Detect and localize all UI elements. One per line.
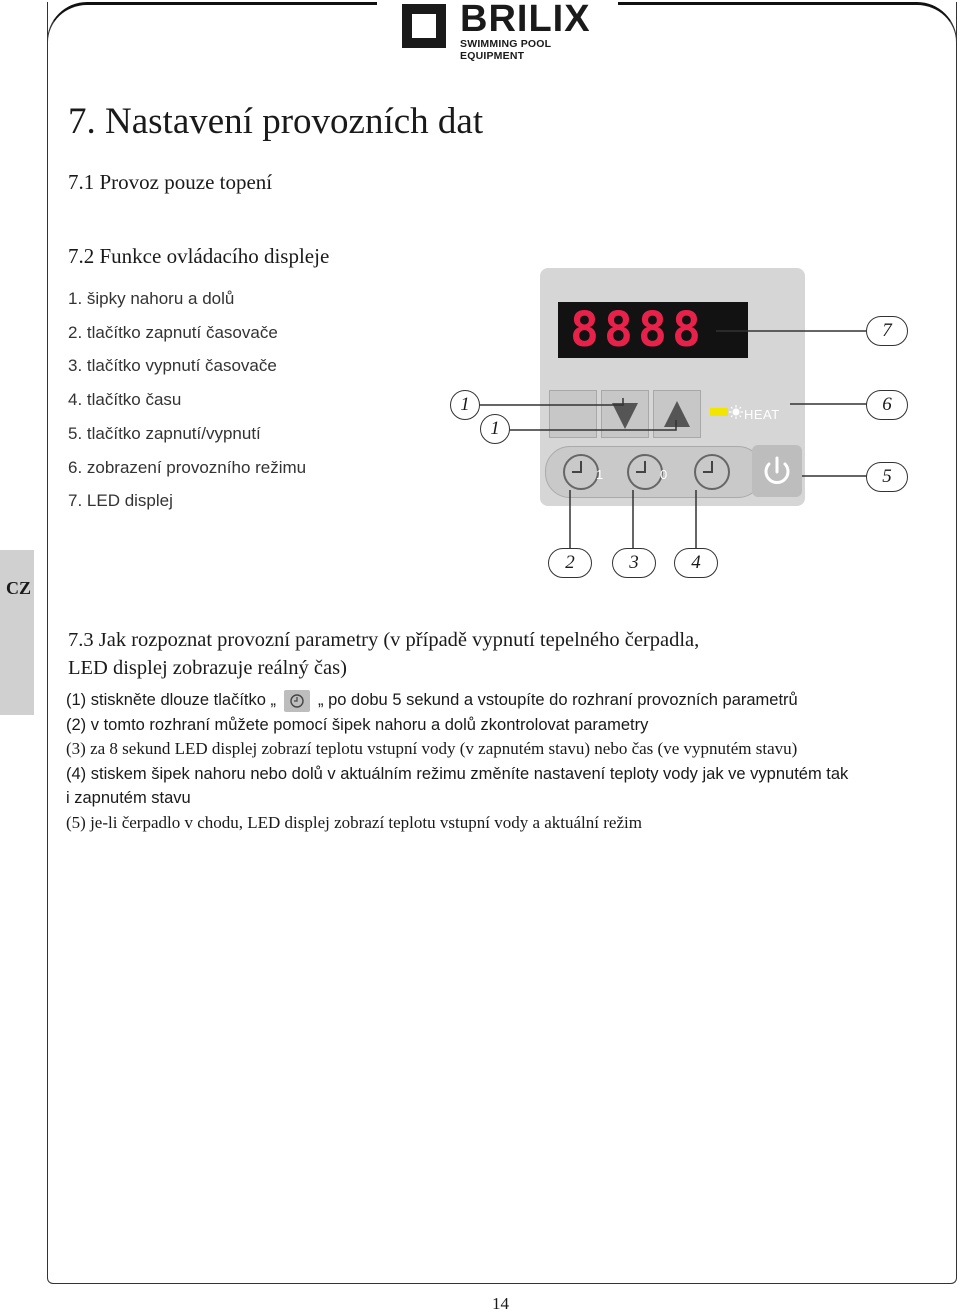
callout-3: 3: [612, 548, 656, 578]
list-item: 2. tlačítko zapnutí časovače: [68, 322, 278, 342]
page-number: 14: [492, 1294, 509, 1313]
list-item: 1. šipky nahoru a dolů: [68, 289, 235, 308]
paragraph-4b: i zapnutém stavu: [66, 789, 191, 808]
paragraph-3: (3) za 8 sekund LED displej zobrazí teplotu vstupní vody (v zapnutém stavu) nebo čas (ve vypnutém stavu): [66, 739, 798, 759]
callout-1-a: 1: [450, 390, 480, 420]
list-item: 4. tlačítko času: [68, 390, 182, 410]
list-item: 7. LED displej: [68, 491, 173, 511]
paragraph-1-before: (1) stiskněte dlouze tlačítko „: [66, 691, 277, 709]
paragraph-1: [66, 688, 946, 713]
section-title: 7. Nastavení provozních dat: [68, 101, 484, 142]
callout-5: 5: [866, 462, 908, 492]
clock-button-icon: [284, 690, 310, 712]
subsection-7-1-title: 7.1 Provoz pouze topení: [68, 170, 273, 194]
callout-2: 2: [548, 548, 592, 578]
lcd-digit: 8: [672, 302, 701, 358]
logo-wordmark: BRILIX: [460, 0, 591, 40]
paragraph-2: (2) v tomto rozhraní můžete pomocí šipek nahoru a dolů zkontrolovat parametry: [66, 715, 649, 734]
list-item: 3. tlačítko vypnutí časovače: [68, 356, 277, 376]
list-item: 6. zobrazení provozního režimu: [68, 457, 307, 477]
callout-4: 4: [674, 548, 718, 578]
paragraph-4a: (4) stiskem šipek nahoru nebo dolů v aktuálním režimu změníte nastavení teploty vody jak ve vypnutém tak: [66, 764, 849, 783]
lcd-digit: 8: [604, 302, 633, 358]
paragraph-1-after: „ po dobu 5 sekund a vstoupíte do rozhraní provozních parametrů: [318, 691, 798, 709]
callout-1-b: 1: [480, 414, 510, 444]
subsection-7-2-title: 7.2 Funkce ovládacího displeje: [68, 244, 330, 268]
callout-6: 6: [866, 390, 908, 420]
paragraph-5: (5) je-li čerpadlo v chodu, LED displej zobrazí teplotu vstupní vody a aktuální režim: [66, 812, 642, 832]
callout-7: 7: [866, 316, 908, 346]
lcd-digit: 8: [638, 302, 667, 358]
heat-label: HEAT: [744, 407, 780, 422]
operating-parameters-text: [66, 688, 946, 836]
timer-off-label: 0: [660, 467, 668, 482]
lcd-digit: 8: [570, 302, 599, 358]
subsection-7-3-title-line1: 7.3 Jak rozpoznat provozní parametry (v případě vypnutí tepelného čerpadla,: [68, 629, 700, 651]
subsection-7-3-title: [68, 626, 699, 682]
subsection-7-3-title-line2: LED displej zobrazuje reálný čas): [68, 657, 347, 679]
list-item: 5. tlačítko zapnutí/vypnutí: [68, 423, 261, 443]
logo-tagline: SWIMMING POOL EQUIPMENT: [460, 38, 552, 62]
language-label: CZ: [6, 578, 32, 598]
timer-on-label: 1: [596, 467, 604, 482]
